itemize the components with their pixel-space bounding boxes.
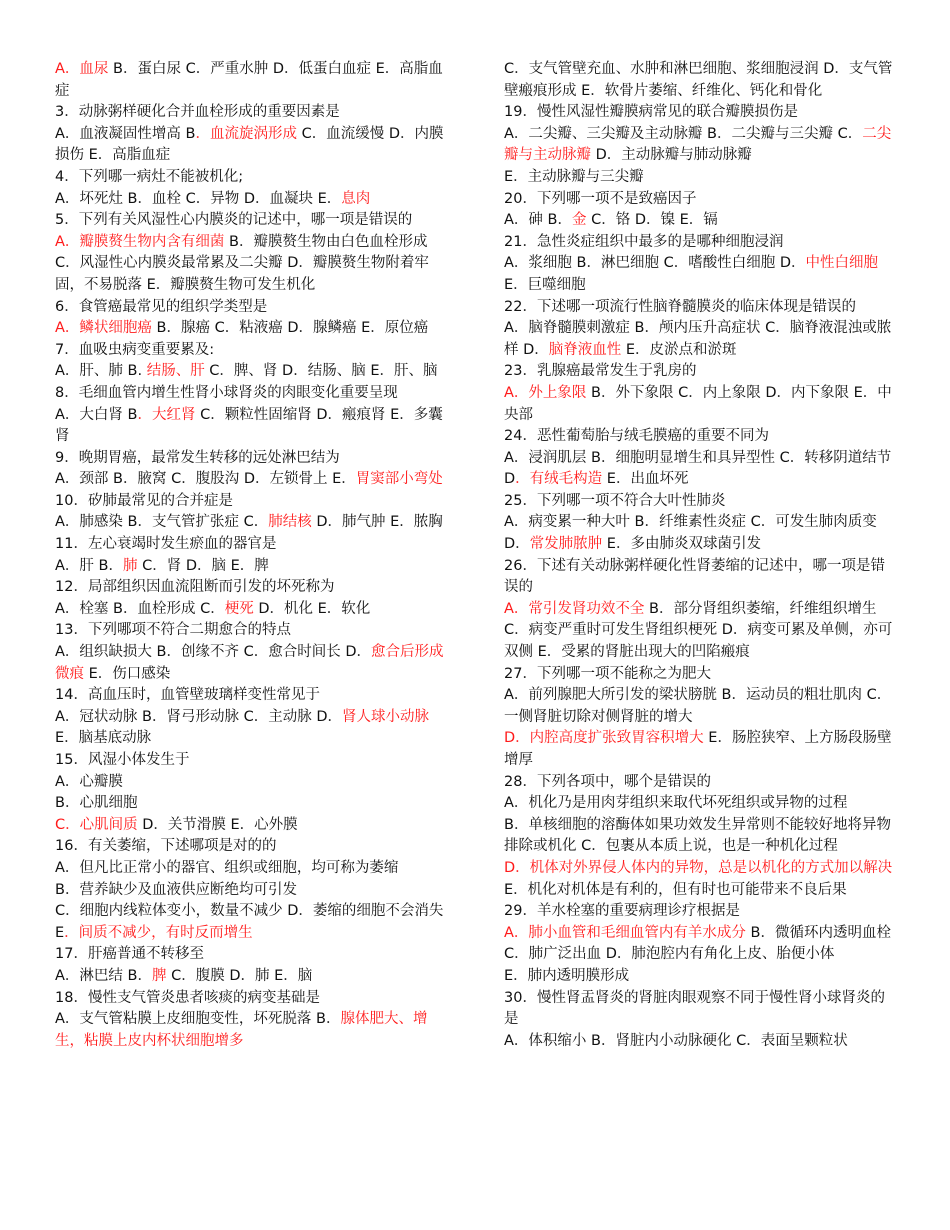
answer-highlight: 肺小血管和毛细血管内有羊水成分 xyxy=(528,924,746,941)
text-line xyxy=(55,772,450,794)
text-segment: A．二尖瓣、三尖瓣及主动脉瓣 B．二尖瓣与三尖瓣 C． xyxy=(504,125,863,142)
text-line xyxy=(504,102,898,124)
text-segment: 25．下列哪一项不符合大叶性肺炎 xyxy=(504,492,726,509)
text-segment: A．病变累一种大叶 B．纤维素性炎症 C．可发生肺肉质变 D． xyxy=(504,514,877,553)
text-line xyxy=(504,426,898,448)
text-line xyxy=(504,793,898,815)
text-segment: E．脑基底动脉 xyxy=(55,730,152,747)
text-line xyxy=(504,901,898,923)
text-segment: E．伤口感染 xyxy=(84,665,171,682)
text-line xyxy=(504,772,898,794)
text-segment: 7．血吸虫病变重要累及: xyxy=(55,341,215,358)
text-segment: A．浆细胞 B．淋巴细胞 C．嗜酸性白细胞 D． xyxy=(504,255,806,272)
text-segment: C．铬 D．镍 E．镉 xyxy=(586,212,718,229)
text-segment: E．肠腔狭窄、上方肠段肠壁增厚 xyxy=(504,730,892,768)
text-line xyxy=(55,556,450,578)
text-line xyxy=(55,491,450,513)
text-line xyxy=(504,988,898,1031)
text-segment: A．机化乃是用肉芽组织来取代坏死组织或异物的过程 xyxy=(504,795,848,812)
left-column xyxy=(55,59,450,1052)
answer-highlight: A． xyxy=(55,233,80,250)
text-line xyxy=(55,1009,450,1052)
answer-highlight: D． xyxy=(504,859,530,876)
text-line xyxy=(55,793,450,815)
text-segment: A．肝、肺 B. xyxy=(55,363,147,380)
answer-highlight: 肾人球小动脉 xyxy=(341,708,429,725)
answer-highlight: ．间质不减少，有时反而增生 xyxy=(64,924,253,941)
text-line xyxy=(55,988,450,1010)
answer-highlight: 胃窦部小弯处 xyxy=(355,471,443,488)
text-segment: E．主动脉瓣与三尖瓣 xyxy=(504,168,644,185)
text-line xyxy=(504,815,898,858)
text-segment: 16．有关萎缩，下述哪项是对的的 xyxy=(55,838,277,855)
text-segment: B．蛋白尿 C．严重水肿 D．低蛋白血症 E．高脂血症 xyxy=(55,61,443,99)
text-segment: 13．下列哪项不符合二期愈合的特点 xyxy=(55,622,291,639)
text-segment: 18．慢性支气管炎患者咳痰的病变基础是 xyxy=(55,989,320,1006)
answer-highlight: 血尿 xyxy=(79,61,109,77)
answer-highlight: 中性白细胞 xyxy=(805,255,878,272)
text-line xyxy=(55,836,450,858)
text-line xyxy=(504,858,898,901)
text-segment: A．支气管粘膜上皮细胞变性，坏死脱落 B． xyxy=(55,1011,341,1028)
text-segment: D．主动脉瓣与肺动脉瓣 xyxy=(591,147,752,164)
text-segment: 8．毛细血管内增生性肾小球肾炎的肉眼变化重要呈现 xyxy=(55,384,398,401)
text-line xyxy=(55,469,450,491)
text-line xyxy=(504,923,898,966)
answer-highlight: 鳞状细胞癌 xyxy=(79,320,152,337)
text-segment: A．肝 B． xyxy=(55,557,123,574)
text-segment: E．皮淤点和淤斑 xyxy=(621,341,737,358)
text-segment: A．体积缩小 B．肾脏内小动脉硬化 C．表面呈颗粒状 xyxy=(504,1032,848,1049)
text-line xyxy=(55,901,450,944)
text-line xyxy=(55,642,450,685)
text-line xyxy=(504,966,898,988)
text-segment: 5．下列有关风湿性心内膜炎的记述中，哪一项是错误的 xyxy=(55,212,413,229)
answer-highlight: C． xyxy=(55,816,80,833)
text-segment: A．淋巴结 B． xyxy=(55,967,152,984)
text-segment: B．部分肾组织萎缩，纤维组织增生 C．病变严重时可发生肾组织梗死 D．病变可累及单侧，亦可双侧 E．受累的肾脏出现大的凹陷瘢痕 xyxy=(504,600,893,661)
text-line xyxy=(504,124,898,167)
text-line xyxy=(55,577,450,599)
text-segment: A．脑脊髓膜刺激症 B．颅内压升高症状 C．脑脊液混浊或脓样 D． xyxy=(504,320,892,358)
text-segment: A．但凡比正常小的器官、组织或细胞，均可称为萎缩 xyxy=(55,859,399,876)
answer-highlight: ．血流旋涡形成 xyxy=(195,125,297,142)
text-line xyxy=(55,297,450,319)
answer-highlight: 瓣膜赘生物内含有细菌 xyxy=(79,233,225,250)
text-segment: D．关节滑膜 E．心外膜 xyxy=(137,816,298,833)
text-line xyxy=(504,512,898,555)
text-segment: B．单核细胞的溶酶体如果功效发生异常则不能较好地将异物排除或机化 C．包裹从本质上说，也是一种机化过程 xyxy=(504,816,891,855)
text-segment: 10．矽肺最常见的合并症是 xyxy=(55,492,233,509)
text-line xyxy=(55,210,450,232)
text-segment: B．腺癌 C．粘液癌 D．腺鳞癌 E．原位癌 xyxy=(151,320,429,337)
text-segment: 17．肝癌普通不转移至 xyxy=(55,946,204,963)
text-line xyxy=(55,361,450,383)
text-segment: 30．慢性肾盂肾炎的肾脏肉眼观察不同于慢性肾小球肾炎的是 xyxy=(504,989,885,1028)
answer-highlight: 腺体肥大、增生，粘膜上皮内杯状细胞增多 xyxy=(55,1011,428,1049)
text-segment: E．巨噬细胞 xyxy=(504,276,586,293)
answer-highlight: A． xyxy=(55,61,80,77)
text-line xyxy=(504,556,898,599)
answer-highlight: 机体对外界侵人体内的异物，总是以机化的方式加以解决 xyxy=(529,859,893,876)
text-line xyxy=(504,685,898,728)
text-line xyxy=(504,232,898,254)
answer-highlight: A． xyxy=(504,600,529,617)
text-segment: 15．风湿小体发生于 xyxy=(55,752,190,768)
text-line xyxy=(55,124,450,167)
text-segment: C．肾 D．脑 E．脾 xyxy=(137,557,269,574)
text-line xyxy=(504,210,898,232)
answer-highlight: 息肉 xyxy=(341,190,371,207)
text-line xyxy=(55,966,450,988)
answer-highlight: A． xyxy=(504,384,529,401)
answer-highlight: A． xyxy=(504,924,529,941)
text-segment: A．坏死灶 B．血栓 C．异物 D．血凝块 E． xyxy=(55,190,342,207)
text-line xyxy=(55,750,450,772)
text-line xyxy=(55,944,450,966)
text-segment: 9．晚期胃癌，最常发生转移的远处淋巴结为 xyxy=(55,449,340,466)
text-segment: A．冠状动脉 B．肾弓形动脉 C．主动脉 D． xyxy=(55,708,342,725)
text-line xyxy=(504,297,898,319)
text-line xyxy=(55,858,450,880)
text-segment: 28．下列各项中，哪个是错误的 xyxy=(504,773,711,790)
text-segment: E．多由肺炎双球菌引发 xyxy=(602,536,761,553)
text-segment: 6．食管癌最常见的组织学类型是 xyxy=(55,298,268,315)
text-segment: B．营养缺少及血液供应断绝均可引发 xyxy=(55,881,297,898)
text-line xyxy=(504,253,898,296)
text-line xyxy=(55,707,450,750)
text-segment: 4．下列哪一病灶不能被机化; xyxy=(55,168,244,185)
text-segment: D．肺气肿 E．脓胸 xyxy=(311,514,443,531)
answer-highlight: ．有绒毛构造 xyxy=(515,471,603,488)
text-segment: 23．乳腺癌最常发生于乳房的 xyxy=(504,363,697,380)
answer-highlight: 心肌间质 xyxy=(79,816,138,833)
text-segment: C．腹膜 D．肺 E．脑 xyxy=(166,967,313,984)
answer-highlight: 梗死 xyxy=(224,600,254,617)
text-segment: C．支气管壁充血、水肿和淋巴细胞、浆细胞浸润 D．支气管壁瘢痕形成 E．软骨片萎缩、纤维化、钙化和骨化 xyxy=(504,61,893,99)
text-line xyxy=(504,728,898,771)
answer-highlight: 肺结核 xyxy=(268,514,312,531)
text-segment: E．出血坏死 xyxy=(602,471,689,488)
answer-highlight: 二尖瓣与主动脉瓣 xyxy=(504,125,892,164)
text-segment: A．大白肾 B xyxy=(55,406,138,423)
answer-highlight: 金 xyxy=(571,212,587,229)
right-column xyxy=(504,59,898,1052)
answer-highlight: 外上象限 xyxy=(528,384,587,401)
text-segment: E．机化对机体是有利的，但有时也可能带来不良后果 xyxy=(504,881,847,898)
answer-highlight: 常发肺脓肿 xyxy=(529,536,603,553)
text-segment: C．细胞内线粒体变小，数量不减少 D．萎缩的细胞不会消失 E xyxy=(55,903,444,941)
text-segment: 21．急性炎症组织中最多的是哪种细胞浸润 xyxy=(504,233,784,250)
text-line xyxy=(504,383,898,426)
text-line xyxy=(504,59,898,102)
text-segment: 12．局部组织因血流阻断而引发的坏死称为 xyxy=(55,579,335,596)
text-segment: A．组织缺损大 B．创缘不齐 C．愈合时间长 D． xyxy=(55,644,371,661)
text-line xyxy=(504,491,898,513)
answer-highlight: ．大红肾 xyxy=(137,406,196,423)
text-segment: B．微循环内透明血栓 C．肺广泛出血 D．肺泡腔内有角化上皮、胎便小体 xyxy=(504,924,891,963)
text-segment: 27．下列哪一项不能称之为肥大 xyxy=(504,665,711,682)
text-segment: A．砷 B． xyxy=(504,212,572,229)
text-segment: 11．左心衰竭时发生瘀血的器官是 xyxy=(55,536,277,553)
answer-highlight: A． xyxy=(55,320,80,337)
answer-highlight: 愈合后形成微痕 xyxy=(55,644,444,682)
text-segment: A．颈部 B．腋窝 C．腹股沟 D．左锁骨上 E． xyxy=(55,471,356,488)
text-line xyxy=(55,405,450,448)
text-segment: 20．下列哪一项不是致癌因子 xyxy=(504,190,697,207)
text-segment: 3．动脉粥样硬化合并血栓形成的重要因素是 xyxy=(55,104,340,121)
text-line xyxy=(55,167,450,189)
text-segment: A．肺感染 B．支气管扩张症 C． xyxy=(55,514,269,531)
text-line xyxy=(55,512,450,534)
text-segment: 22．下述哪一项流行性脑脊髓膜炎的临床体现是错误的 xyxy=(504,298,856,315)
answer-highlight: 脾 xyxy=(151,967,167,984)
text-segment: B．瓣膜赘生物由白色血栓形成 C．风湿性心内膜炎最常累及二尖瓣 D．瓣膜赘生物附着牢固，不易脱落 E．瓣膜赘生物可发生机化 xyxy=(55,233,429,293)
text-segment: A．栓塞 B．血栓形成 C． xyxy=(55,600,225,617)
text-segment: A．前列腺肥大所引发的梁状膀胱 B．运动员的粗壮肌肉 C．一侧肾脏切除对侧肾脏的增大 xyxy=(504,687,892,725)
text-line xyxy=(55,59,450,102)
text-line xyxy=(55,318,450,340)
text-line xyxy=(504,448,898,491)
answer-highlight: 内腔高度扩张致胃容积增大 xyxy=(529,730,704,747)
text-line xyxy=(55,599,450,621)
text-line xyxy=(55,685,450,707)
answer-highlight: 肺 xyxy=(122,557,138,574)
text-segment: A．浸润肌层 B．细胞明显增生和具异型性 C．转移阴道结节 D xyxy=(504,449,892,488)
text-line xyxy=(55,534,450,556)
answer-highlight: 常引发肾功效不全 xyxy=(528,600,645,617)
answer-highlight: 结肠、肝 xyxy=(146,363,205,380)
text-line xyxy=(504,599,898,664)
text-line xyxy=(55,340,450,362)
text-line xyxy=(55,102,450,124)
text-segment: A．心瓣膜 xyxy=(55,773,123,790)
text-line xyxy=(55,232,450,297)
text-segment: B．心肌细胞 xyxy=(55,795,138,812)
text-line xyxy=(55,815,450,837)
text-line xyxy=(504,1031,898,1053)
text-segment: 29．羊水栓塞的重要病理诊疗根据是 xyxy=(504,903,740,920)
text-segment: 24．恶性葡萄胎与绒毛膜癌的重要不同为 xyxy=(504,428,769,445)
text-segment: D．机化 E．软化 xyxy=(253,600,371,617)
text-line xyxy=(55,448,450,470)
text-segment: A．血液凝固性增高 B xyxy=(55,125,196,142)
text-line xyxy=(504,361,898,383)
text-line xyxy=(504,167,898,189)
text-line xyxy=(504,318,898,361)
text-line xyxy=(55,189,450,211)
text-segment: C．颗粒性固缩肾 D．瘢痕肾 E．多囊肾 xyxy=(55,406,443,445)
text-segment: 14．高血压时，血管壁玻璃样变性常见于 xyxy=(55,687,320,704)
text-line xyxy=(55,620,450,642)
text-line xyxy=(55,880,450,902)
text-line xyxy=(504,189,898,211)
text-segment: B．外下象限 C．内上象限 D．内下象限 E．中央部 xyxy=(504,384,892,423)
text-segment: C．血流缓慢 D．内膜损伤 E．高脂血症 xyxy=(55,125,444,164)
text-segment: C．脾、肾 D．结肠、脑 E．肝、脑 xyxy=(204,363,438,380)
text-segment: 19．慢性风湿性瓣膜病常见的联合瓣膜损伤是 xyxy=(504,104,798,121)
text-segment: E．肺内透明膜形成 xyxy=(504,967,630,984)
answer-highlight: D． xyxy=(504,730,530,747)
text-line xyxy=(55,383,450,405)
answer-highlight: 脑脊液血性 xyxy=(548,341,622,358)
text-segment: 26．下述有关动脉粥样硬化性肾萎缩的记述中，哪一项是错误的 xyxy=(504,557,885,596)
text-line xyxy=(504,664,898,686)
